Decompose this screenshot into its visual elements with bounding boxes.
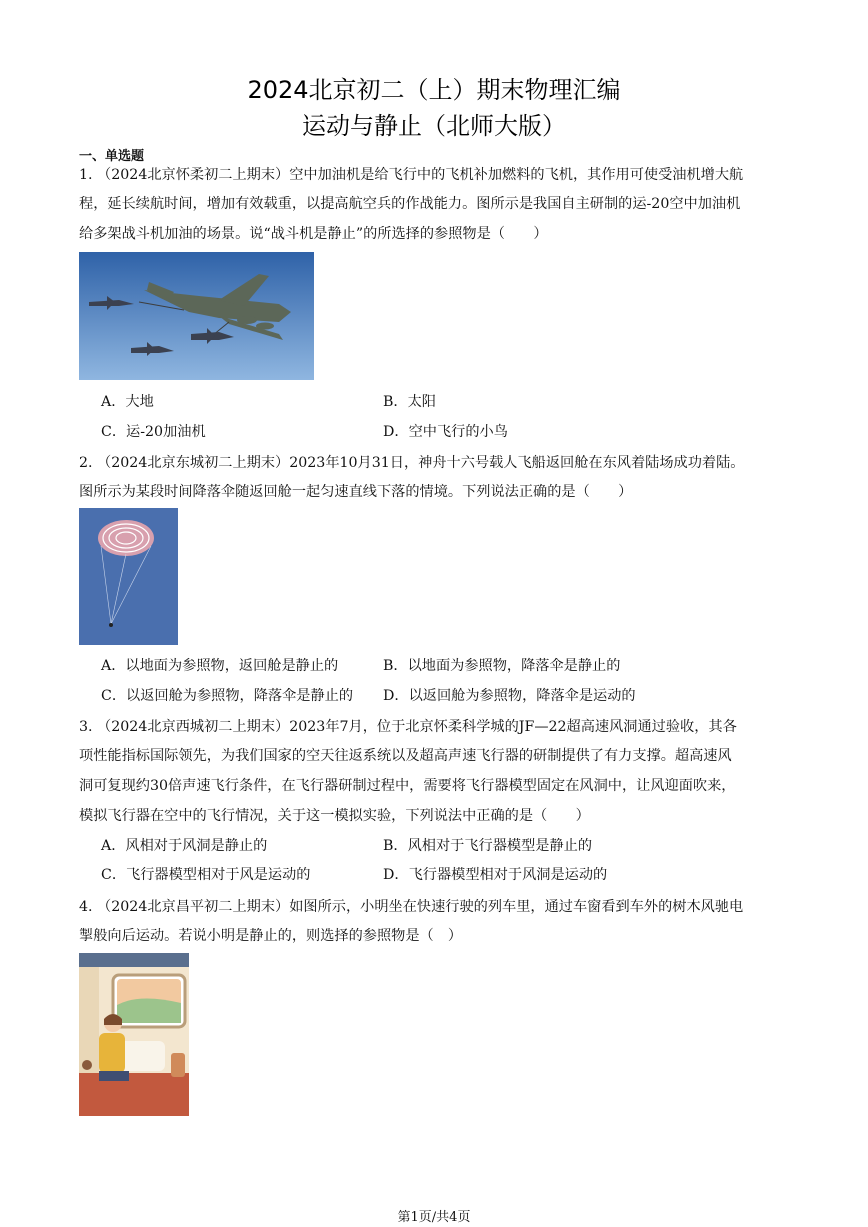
q3-line-1: 3. （2024北京西城初二上期末）2023年7月，位于北京怀柔科学城的JF—22超高速风洞通过验收，其各 (79, 719, 737, 735)
q4-train-illustration (79, 953, 189, 1116)
q4-line-1: 4. （2024北京昌平初二上期末）如图所示，小明坐在快速行驶的列车里，通过车窗看到车外的树木风驰电 (79, 899, 744, 915)
q1-option-c[interactable]: C．运-20加油机 (101, 424, 206, 440)
q3-option-c[interactable]: C．飞行器模型相对于风是运动的 (101, 867, 311, 883)
q1-option-d[interactable]: D．空中飞行的小鸟 (383, 424, 508, 440)
q2-option-d[interactable]: D．以返回舱为参照物，降落伞是运动的 (383, 688, 636, 704)
q2-parachute-image (79, 508, 178, 645)
page-title-line2: 运动与静止（北师大版） (302, 112, 566, 140)
q2-option-b[interactable]: B．以地面为参照物，降落伞是静止的 (383, 658, 621, 674)
q3-option-d[interactable]: D．飞行器模型相对于风洞是运动的 (383, 867, 608, 883)
q3-option-a[interactable]: A．风相对于风洞是静止的 (101, 838, 268, 854)
q3-line-4: 模拟飞行器在空中的飞行情况，关于这一模拟实验，下列说法中正确的是（ ） (79, 808, 590, 824)
page-title-line1: 2024北京初二（上）期末物理汇编 (247, 76, 621, 104)
q1-option-b[interactable]: B．太阳 (383, 394, 436, 410)
q2-line-2: 图所示为某段时间降落伞随返回舱一起匀速直线下落的情境。下列说法正确的是（ ） (79, 484, 633, 500)
q3-line-3: 洞可复现约30倍声速飞行条件，在飞行器研制过程中，需要将飞行器模型固定在风洞中，让风迎面吹来， (79, 778, 736, 794)
q1-line-2: 程，延长续航时间，增加有效载重，以提高航空兵的作战能力。图所示是我国自主研制的运-20空中加油机 (79, 196, 741, 212)
q2-option-c[interactable]: C．以返回舱为参照物，降落伞是静止的 (101, 688, 354, 704)
q4-line-2: 掣般向后运动。若说小明是静止的，则选择的参照物是（ ） (79, 928, 463, 944)
q1-line-1: 1. （2024北京怀柔初二上期末）空中加油机是给飞行中的飞机补加燃料的飞机，其作用可使受油机增大航 (79, 167, 744, 183)
q2-option-a[interactable]: A．以地面为参照物，返回舱是静止的 (101, 658, 339, 674)
q2-line-1: 2. （2024北京东城初二上期末）2023年10月31日，神舟十六号载人飞船返回舱在东风着陆场成功着陆。 (79, 455, 745, 471)
q1-option-a[interactable]: A．大地 (101, 394, 154, 410)
q1-line-3: 给多架战斗机加油的场景。说“战斗机是静止”的所选择的参照物是（ ） (79, 226, 548, 242)
q3-option-b[interactable]: B．风相对于飞行器模型是静止的 (383, 838, 593, 854)
q1-aerial-refueling-image (79, 252, 314, 380)
q3-line-2: 项性能指标国际领先，为我们国家的空天往返系统以及超高声速飞行器的研制提供了有力支撑。超高速风 (79, 748, 732, 764)
section-heading: 一、单选题 (79, 149, 145, 164)
page-number: 第1页/共4页 (397, 1210, 471, 1225)
